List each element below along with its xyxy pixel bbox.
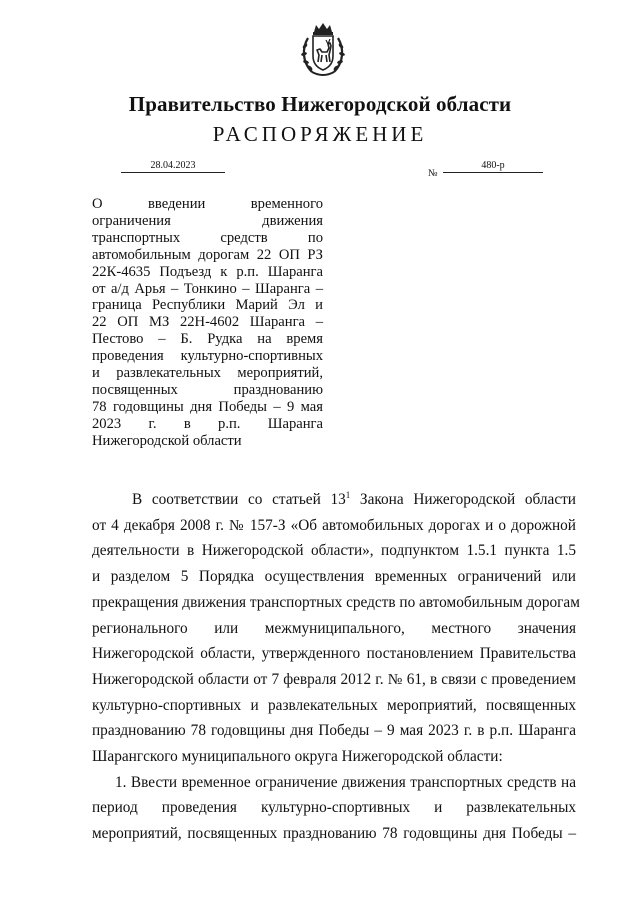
body-line — [92, 487, 576, 513]
body-line: регионального или межмуниципального, местного значения — [92, 619, 576, 637]
body-line: культурно-спортивных и развлекательных мероприятий, посвященных — [92, 696, 576, 714]
body-line: 1. Ввести временное ограничение движения транспортных средств на — [115, 773, 576, 791]
body-line: от 4 декабря 2008 г. № 157-З «Об автомобильных дорогах и о дорожной — [92, 516, 576, 534]
subject-line: 2023 г. в р.п. Шаранга — [92, 415, 323, 432]
body-line: и разделом 5 Порядка осуществления временных ограничений или — [92, 568, 576, 586]
subject-line: автомобильным дорогам 22 ОП РЗ — [92, 246, 323, 263]
body-line: период проведения культурно-спортивных и развлекательных — [92, 799, 576, 817]
subject-line: проведения культурно-спортивных — [92, 348, 323, 365]
coat-of-arms-icon — [299, 22, 347, 78]
subject-line: 78 годовщины дня Победы – 9 мая — [92, 398, 323, 415]
document-type: РАСПОРЯЖЕНИЕ — [212, 122, 428, 146]
subject-line: Нижегородской области — [92, 432, 242, 449]
body-line: Шарангского муниципального округа Нижегородской области: — [92, 748, 503, 766]
body-line: Нижегородской области, утвержденного постановлением Правительства — [92, 645, 576, 663]
organization-title: Правительство Нижегородской области — [128, 92, 512, 116]
document-date: 28.04.2023 — [121, 160, 225, 173]
subject-line: Пестово – Б. Рудка на время — [92, 331, 323, 348]
subject-line: транспортных средств по — [92, 229, 323, 246]
body-line: деятельности в Нижегородской области», подпунктом 1.5.1 пункта 1.5 — [92, 542, 576, 560]
subject-line: 22К-4635 Подъезд к р.п. Шаранга — [92, 263, 323, 280]
subject-line: граница Республики Марий Эл и — [92, 297, 323, 314]
subject-line: О введении временного — [92, 196, 323, 212]
footnote-superscript: 1 — [345, 490, 351, 500]
subject-line: от а/д Арья – Тонкино – Шаранга – — [92, 280, 323, 297]
body-line: празднованию 78 годовщины дня Победы – 9 мая 2023 г. в р.п. Шаранга — [92, 722, 576, 740]
document-subject — [92, 196, 323, 450]
document-number: 480-р — [443, 160, 543, 173]
body-line: прекращения движения транспортных средств по автомобильным дорогам — [92, 593, 580, 611]
body-text: В соответствии со статьей 13 — [132, 491, 346, 508]
number-sign: № — [428, 168, 438, 179]
subject-line: 22 ОП МЗ 22Н-4602 Шаранга – — [92, 314, 323, 331]
body-text: Закона Нижегородской области — [350, 491, 576, 508]
subject-line: и развлекательных мероприятий, — [92, 365, 323, 382]
subject-line: ограничения движения — [92, 212, 323, 229]
body-line: Нижегородской области от 7 февраля 2012 г. № 61, в связи с проведением — [92, 670, 576, 688]
subject-line: посвященных празднованию — [92, 381, 323, 398]
document-body — [92, 487, 580, 847]
body-line: мероприятий, посвященных празднованию 78 годовщины дня Победы – — [92, 825, 576, 843]
